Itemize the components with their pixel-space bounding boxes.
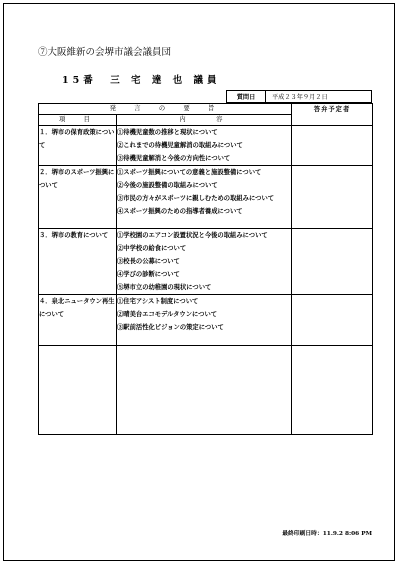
list-item: ①学校園のエアコン設置状況と今後の取組みについて [117, 232, 268, 239]
reply-header: 答弁予定者 [292, 104, 373, 126]
list-item: ④学びの診断について [117, 271, 180, 278]
list-item: ②これまでの待機児童解消の取組みについて [117, 142, 243, 149]
list-item: ④スポーツ振興のための指導者養成について [117, 208, 243, 215]
group-title: ⑦大阪維新の会堺市議会議員団 [38, 47, 172, 58]
empty-cell [292, 346, 373, 435]
content-cell [117, 229, 292, 295]
reply-cell [292, 166, 373, 229]
list-item: ①スポーツ振興についての意義と施設整備について [117, 169, 262, 176]
empty-cell [39, 346, 117, 435]
table-row [39, 346, 373, 435]
list-item: ①待機児童数の推移と現状について [117, 129, 218, 136]
content-cell [117, 126, 292, 166]
list-item: ③待機児童解消と今後の方向性について [117, 155, 231, 162]
list-item: ②今後の施設整備の取組みについて [117, 182, 218, 189]
date-value: 平成２３年９月２日 [272, 94, 328, 101]
list-item: ②晴美台エコモデルタウンについて [117, 311, 218, 318]
content-cell [117, 295, 292, 346]
content-header: 内 容 [117, 115, 292, 126]
list-item: ②中学校の給食について [117, 245, 187, 252]
reply-cell [292, 126, 373, 166]
print-timestamp: 最終印刷日時：11.9.2 8:06 PM [282, 531, 372, 537]
list-item: ③市民の方々がスポーツに親しむための取組みについて [117, 195, 275, 202]
date-label: 質問日 [227, 91, 266, 102]
list-item: ①住宅アシスト制度について [117, 298, 199, 305]
summary-header: 発 言 の 要 旨 [39, 104, 292, 115]
topic-cell: ２．堺市のスポーツ振興について [39, 166, 117, 229]
question-table [38, 103, 373, 435]
list-item: ⑤堺市立の幼稚園の現状について [117, 284, 212, 291]
table-row [39, 166, 373, 229]
table-row [39, 126, 373, 166]
topic-cell: ４．泉北ニュータウン再生について [39, 295, 117, 346]
question-date-box [226, 90, 372, 103]
table-row [39, 229, 373, 295]
reply-cell [292, 295, 373, 346]
topic-cell: １．堺市の保育政策について [39, 126, 117, 166]
list-item: ③駅前活性化ビジョンの策定について [117, 324, 224, 331]
document-page [3, 3, 395, 561]
member-name: 15番 三 宅 達 也 議員 [62, 75, 221, 86]
list-item: ③校長の公募について [117, 258, 180, 265]
topic-cell: ３．堺市の教育について [39, 229, 117, 295]
reply-cell [292, 229, 373, 295]
topic-header: 項 目 [39, 115, 117, 126]
content-cell [117, 166, 292, 229]
table-row [39, 295, 373, 346]
empty-cell [117, 346, 292, 435]
